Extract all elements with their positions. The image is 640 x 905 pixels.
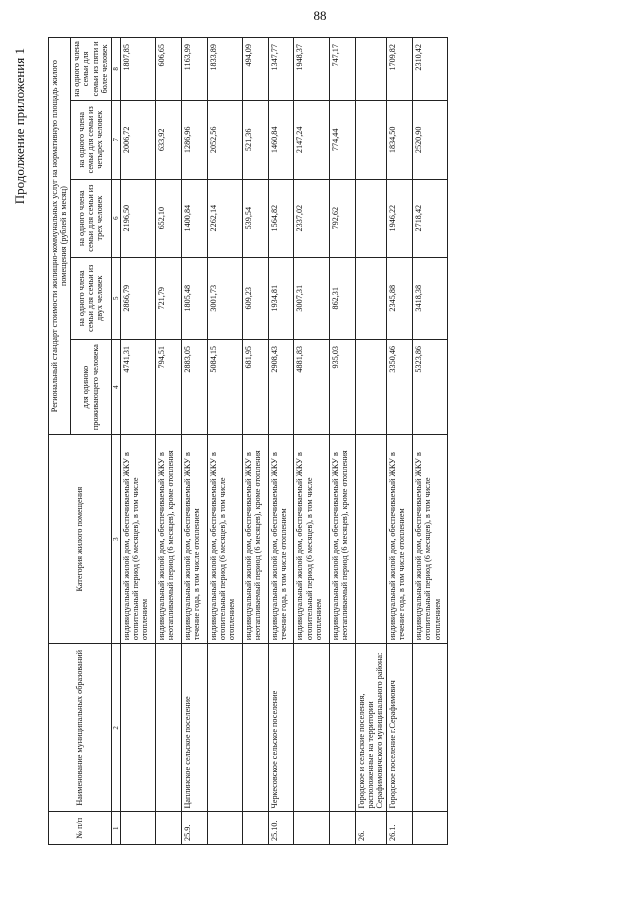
value-family-5: 1948,37	[294, 38, 329, 101]
value-family-3: 1564,82	[268, 179, 294, 257]
header-row	[49, 38, 71, 845]
column-number: 3	[111, 435, 120, 644]
municipality-name: Городское поселение г.Серафимович	[386, 644, 412, 812]
value-family-3: 652,10	[155, 179, 181, 257]
row-number	[412, 812, 447, 845]
value-family-4: 2052,56	[207, 100, 242, 179]
column-number: 5	[111, 257, 120, 339]
housing-category: индивидуальный жилой дом, обеспечиваемый ЖКУ в отопительный период (6 месяцев), в том числе отоплением	[207, 435, 242, 644]
sub-header-3: на одного члена семьи для семьи из трех человек	[70, 179, 111, 257]
value-family-5: 1807,85	[120, 38, 155, 101]
value-family-4: 633,92	[155, 100, 181, 179]
row-number	[294, 812, 329, 845]
value-family-3: 2196,50	[120, 179, 155, 257]
sub-header-2: на одного члена семьи для семьи из двух человек	[70, 257, 111, 339]
table-row	[355, 38, 386, 845]
municipality-name: Цаплинское сельское поселение	[181, 644, 207, 812]
value-single: 681,95	[242, 339, 268, 434]
col-num-header: № п/п	[49, 812, 112, 845]
value-single	[355, 339, 386, 434]
municipality-name: Черкесовское сельское поселение	[268, 644, 294, 812]
table-row	[155, 38, 181, 845]
table-row	[294, 38, 329, 845]
housing-category: индивидуальный жилой дом, обеспечиваемый ЖКУ в неотапливаемый период (6 месяцев), кроме отопления	[329, 435, 355, 644]
municipality-name	[207, 644, 242, 812]
value-family-2: 2345,88	[386, 257, 412, 339]
municipality-name	[242, 644, 268, 812]
column-number: 8	[111, 38, 120, 101]
table-row	[329, 38, 355, 845]
value-single: 5084,15	[207, 339, 242, 434]
column-number: 6	[111, 179, 120, 257]
value-family-2: 609,23	[242, 257, 268, 339]
value-single: 5323,86	[412, 339, 447, 434]
table-row	[207, 38, 242, 845]
housing-category: индивидуальный жилой дом, обеспечиваемый ЖКУ в течение года, в том числе отоплением	[181, 435, 207, 644]
value-family-5: 747,17	[329, 38, 355, 101]
row-number: 26.	[355, 812, 386, 845]
table-row	[412, 38, 447, 845]
col-category-header: Категория жилого помещения	[49, 435, 112, 644]
row-number	[207, 812, 242, 845]
value-family-5: 1833,89	[207, 38, 242, 101]
value-family-2: 862,31	[329, 257, 355, 339]
standard-group-header: Региональный стандарт стоимости жилищно-коммунальных услуг на нормативную площадь жилого помещения (рублей в месяц)	[49, 38, 71, 435]
housing-category: индивидуальный жилой дом, обеспечиваемый ЖКУ в течение года, в том числе отоплением	[268, 435, 294, 644]
sub-header-1: для одиноко проживающего человека	[70, 339, 111, 434]
value-family-2: 2866,79	[120, 257, 155, 339]
value-family-3	[355, 179, 386, 257]
housing-category: индивидуальный жилой дом, обеспечиваемый ЖКУ в неотапливаемый период (6 месяцев), кроме отопления	[155, 435, 181, 644]
sub-header-5: на одного члена семьи для семьи из пяти и более человек	[70, 38, 111, 101]
table-row	[268, 38, 294, 845]
value-family-2: 3001,73	[207, 257, 242, 339]
value-family-4	[355, 100, 386, 179]
row-number: 25.10.	[268, 812, 294, 845]
value-family-5: 1347,77	[268, 38, 294, 101]
sub-header-4: на одного члена семьи для семьи из четырех человек	[70, 100, 111, 179]
value-family-4: 2006,72	[120, 100, 155, 179]
continuation-label: Продолжение приложения 1	[12, 48, 27, 205]
value-family-5: 1163,99	[181, 38, 207, 101]
column-numbers-row	[111, 38, 120, 845]
column-number: 7	[111, 100, 120, 179]
municipality-name: Городское и сельские поселения, расположенные на территории Серафимовичского муниципального района:	[355, 644, 386, 812]
value-family-2: 721,79	[155, 257, 181, 339]
table-row	[181, 38, 207, 845]
value-family-2: 3418,38	[412, 257, 447, 339]
value-family-2	[355, 257, 386, 339]
row-number	[329, 812, 355, 845]
municipality-name	[120, 644, 155, 812]
value-single: 935,03	[329, 339, 355, 434]
row-number	[155, 812, 181, 845]
housing-category: индивидуальный жилой дом, обеспечиваемый ЖКУ в отопительный период (6 месяцев), в том числе отоплением	[120, 435, 155, 644]
value-family-4: 774,44	[329, 100, 355, 179]
value-single: 3350,46	[386, 339, 412, 434]
value-family-3: 2262,14	[207, 179, 242, 257]
value-single: 4881,83	[294, 339, 329, 434]
municipality-name	[294, 644, 329, 812]
housing-category: индивидуальный жилой дом, обеспечиваемый ЖКУ в отопительный период (6 месяцев), в том числе отоплением	[412, 435, 447, 644]
value-family-4: 521,36	[242, 100, 268, 179]
value-single: 2908,43	[268, 339, 294, 434]
table-row	[386, 38, 412, 845]
value-family-3: 2718,42	[412, 179, 447, 257]
value-single: 2883,05	[181, 339, 207, 434]
value-family-4: 2520,90	[412, 100, 447, 179]
housing-category: индивидуальный жилой дом, обеспечиваемый ЖКУ в отопительный период (6 месяцев), в том числе отоплением	[294, 435, 329, 644]
page-number: 88	[313, 8, 327, 23]
col-name-header: Наименование муниципальных образований	[49, 644, 112, 812]
row-number	[242, 812, 268, 845]
municipality-name	[155, 644, 181, 812]
column-number: 1	[111, 812, 120, 845]
value-family-3: 539,54	[242, 179, 268, 257]
value-family-3: 1400,84	[181, 179, 207, 257]
value-family-5	[355, 38, 386, 101]
housing-category	[355, 435, 386, 644]
value-family-5: 2310,42	[412, 38, 447, 101]
table-row	[120, 38, 155, 845]
value-family-2: 3007,31	[294, 257, 329, 339]
value-family-2: 1805,48	[181, 257, 207, 339]
column-number: 4	[111, 339, 120, 434]
housing-category: индивидуальный жилой дом, обеспечиваемый ЖКУ в неотапливаемый период (6 месяцев), кроме отопления	[242, 435, 268, 644]
housing-category: индивидуальный жилой дом, обеспечиваемый ЖКУ в течение года, в том числе отоплением	[386, 435, 412, 644]
column-number: 2	[111, 644, 120, 812]
value-family-5: 1709,82	[386, 38, 412, 101]
value-single: 794,51	[155, 339, 181, 434]
value-family-5: 494,09	[242, 38, 268, 101]
value-family-3: 792,62	[329, 179, 355, 257]
tariff-table	[48, 37, 448, 845]
value-single: 4741,31	[120, 339, 155, 434]
row-number: 26.1.	[386, 812, 412, 845]
value-family-4: 1286,96	[181, 100, 207, 179]
row-number	[120, 812, 155, 845]
value-family-4: 1460,84	[268, 100, 294, 179]
value-family-4: 2147,24	[294, 100, 329, 179]
table-row	[242, 38, 268, 845]
value-family-2: 1934,81	[268, 257, 294, 339]
value-family-3: 1946,22	[386, 179, 412, 257]
value-family-3: 2337,02	[294, 179, 329, 257]
municipality-name	[329, 644, 355, 812]
row-number: 25.9.	[181, 812, 207, 845]
value-family-4: 1834,50	[386, 100, 412, 179]
value-family-5: 606,65	[155, 38, 181, 101]
municipality-name	[412, 644, 447, 812]
